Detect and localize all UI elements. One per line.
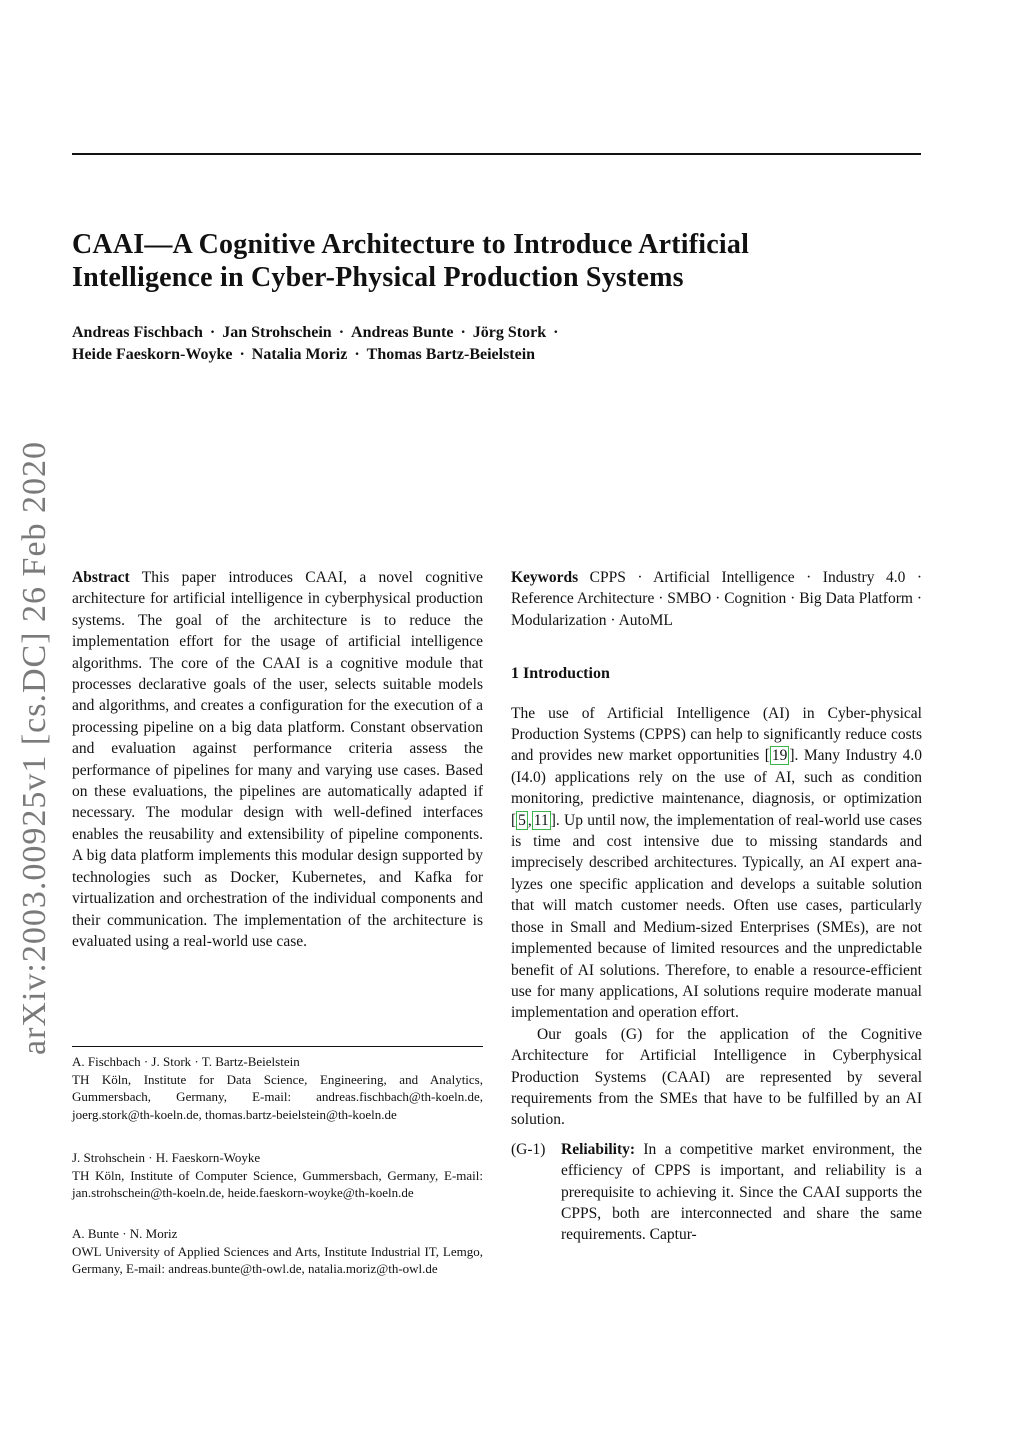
section-heading-introduction: 1 Introduction (511, 665, 610, 683)
author-list (72, 322, 932, 366)
abstract-text: This paper introduces CAAI, a novel cognitive architecture for artificial intelligence in cyberphysical production systems. The goal of the architecture is to reduce the implementation effort for the usage of artificial intelligence algorithms. The core of the CAAI is a cognitive module that processes declarative goals of the user, selects suitable models and algorithms, and creates a configuration for the execution of a processing pipeline on a big data platform. Constant observation and evaluation against performance criteria assess the performance of pipelines for many and varying use cases. Based on these evaluations, the pipelines are automatically adapted if necessary. The modular design with well-defined interfaces enables the reusability and extensibility of pipeline components. A big data platform implements this modular design supported by technologies such as Docker, Kubernetes, and Kafka for virtualization and orchestration of the individual components and their communication. The implementation of the architecture is evaluated using a real-world use case. (72, 569, 483, 950)
author: Heide Faeskorn-Woyke (72, 346, 233, 363)
intro-paragraph-2: Our goals (G) for the application of the Cognitive Architecture for Artificial Intelligence in Cyberphysical Production Systems (CAAI) are represented by several requirements from the SMEs that have to be fulfilled by an AI solution. (511, 1025, 922, 1129)
author: Jörg Stork (472, 324, 547, 341)
abstract (72, 567, 483, 952)
goal-title: Reliability: (561, 1140, 636, 1158)
goal-body (561, 1139, 922, 1246)
intro-paragraph-1: The use of Artificial Intelligence (AI) in Cyber-physical Production Systems (CPPS) can help to significantly reduce costs and provides new market opportunities [ 19 ]. Many Industry 4.0 (I4.0) applications rely on the use of AI, such as condition monitoring, predictive maintenance, diagnosis, or optimization [ 5 , 11 ]. Up until now, the implementation of real-world use cases is time and cost intensive due to missing standards and imprecisely described architectures. Typically, an AI expert analyzes one specific application and develops a suitable solution that will match customer needs. Often use cases, particularly those in Small and Medium-sized Enterprises (SMEs), are not implemented because of limited resources and the unpredictable benefit of AI solutions. Therefore, to enable a resource-efficient use for many applications, AI solutions require moderate manual implementation and operation effort. (511, 704, 922, 1022)
affiliation-text: TH Köln, Institute of Computer Science, Gummersbach, Germany, E-mail: jan.strohschein@th-koeln.de, heide.faeskorn-woyke@th-koeln.de (72, 1167, 483, 1201)
citation-link[interactable]: 5 (518, 811, 526, 829)
citation-link[interactable]: 19 (771, 747, 788, 765)
author: Thomas Bartz-Beielstein (366, 346, 536, 363)
goal-label: (G-1) (511, 1140, 546, 1158)
author: Natalia Moriz (251, 346, 348, 363)
arxiv-stamp: arXiv:2003.00925v1 [cs.DC] 26 Feb 2020 (16, 440, 53, 1055)
affiliation-names: A. Bunte · N. Moriz (72, 1226, 178, 1241)
keywords (511, 567, 922, 631)
affiliation-names: J. Strohschein · H. Faeskorn-Woyke (72, 1150, 261, 1165)
author: Andreas Fischbach (72, 324, 203, 341)
goal-item (511, 1139, 922, 1246)
right-column (511, 567, 922, 1246)
author: Andreas Bunte (351, 324, 454, 341)
affiliation-block (72, 1053, 483, 1123)
authors-line-2: Heide Faeskorn-Woyke · Natalia Moriz · Thomas Bartz-Beielstein (72, 346, 536, 363)
goal-text: In a competitive market environment, the efficiency of CPPS is important, and reliability is a prerequisite to achieving it. Since the CAAI supports the CPPS, both are interconnected and share the same requirements. Captur- (561, 1140, 922, 1244)
affiliation-text: TH Köln, Institute for Data Science, Engineering, and Analytics, Gummersbach, Germany, E-mail: andreas.fischbach@th-koeln.de, joerg.stork@th-koeln.de, thomas.bartz-beielstein@th-koeln.de (72, 1071, 483, 1122)
keywords-label: Keywords (511, 569, 579, 586)
affiliation-block (72, 1149, 483, 1202)
footnote-rule (72, 1046, 483, 1047)
title-line-2: Intelligence in Cyber-Physical Production Systems (72, 262, 684, 293)
affiliation-text: OWL University of Applied Sciences and Arts, Institute Industrial IT, Lemgo, Germany, E-mail: andreas.bunte@th-owl.de, natalia.moriz@th-owl.de (72, 1243, 483, 1277)
affiliation-names: A. Fischbach · J. Stork · T. Bartz-Beielstein (72, 1054, 300, 1069)
author: Jan Strohschein (222, 324, 332, 341)
affiliation-block (72, 1225, 483, 1278)
keywords-text: CPPS · Artificial Intelligence · Industry 4.0 · Reference Architecture · SMBO · Cognition · Big Data Platform · Modularization · AutoML (511, 569, 922, 629)
paper-title (72, 228, 932, 294)
citation-link[interactable]: 11 (533, 811, 549, 829)
title-line-1: CAAI—A Cognitive Architecture to Introduce Artificial (72, 229, 750, 260)
abstract-label: Abstract (72, 569, 130, 586)
authors-line-1: Andreas Fischbach · Jan Strohschein · Andreas Bunte · Jörg Stork · (72, 324, 559, 341)
top-rule (72, 153, 921, 155)
